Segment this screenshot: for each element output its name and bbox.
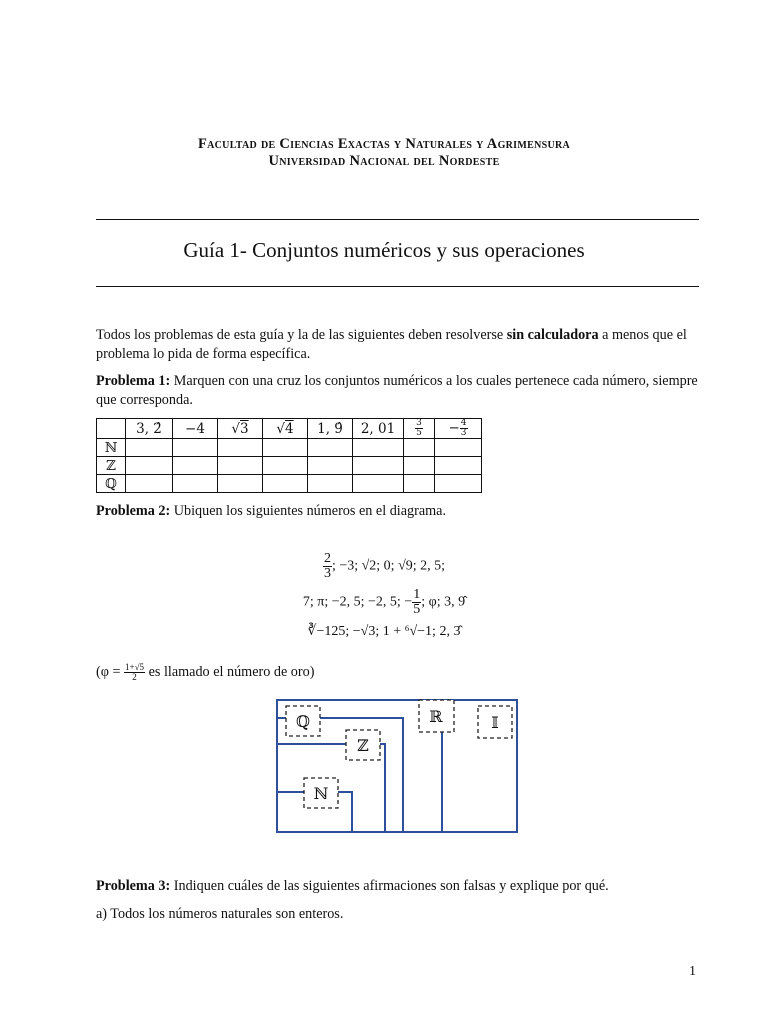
intro-bold: sin calculadora [506,327,599,343]
row-label-Z: ℤ [97,457,126,475]
bottom-rule [96,286,699,287]
row-label-Q: ℚ [97,475,126,493]
problem-3-label: Problema 3: [96,878,171,894]
table-header-cell: 1, 9̂ [308,419,353,439]
intro-text: Todos los problemas de esta guía y la de las siguientes deben resolverse [96,327,507,343]
row-label-N: ℕ [97,439,126,457]
number-sets-diagram [270,694,526,836]
fraction-one-fifth: $\frac{1}{5}$ [413,587,421,617]
top-rule [96,219,699,220]
problem-1-label: Problema 1: [96,373,171,389]
problem-1-statement [96,372,699,410]
set-label-Q: ℚ [296,712,310,731]
line-1-text: ; −3; √2; 0; √9; 2, 5; [331,558,446,574]
phi-note-start: (φ = [96,664,125,680]
intro-paragraph [96,326,699,364]
table-header-cell: $\frac{3}{5}$ [404,419,435,439]
problem-3-text: Indiquen cuáles de las siguientes afirmaciones son falsas y explique por qué. [170,878,609,894]
faculty-name: Facultad de Ciencias Exactas y Naturales y Agrimensura [197,136,571,152]
line-2-text-a: 7; π; −2, 5; −2, 5; − [302,594,413,610]
set-label-R: ℝ [429,707,443,726]
page-number: 1 [689,964,696,979]
intro-text-end: a menos que el problema lo pida de forma específica. [96,327,687,362]
table-header-cell: √4 [263,419,308,439]
page-title: Guía 1- Conjuntos numéricos y sus operaciones [183,238,585,262]
problem-2-label: Problema 2: [96,503,171,519]
problem-2-text: Ubiquen los siguientes números en el diagrama. [170,503,447,519]
number-list-line-2 [0,588,768,617]
phi-note-end: es llamado el número de oro) [145,664,315,680]
university-name: Universidad Nacional del Nordeste [268,153,500,169]
number-list-line-1 [0,552,768,581]
table-header-cell: 2, 01 [353,419,404,439]
problem-1-table [96,418,482,493]
table-corner-cell [97,419,126,439]
line-2-text-b: ; φ; 3, 9̂ [421,594,466,610]
table-header-row [97,419,482,439]
table-header-cell: 3, 2̂ [126,419,173,439]
phi-fraction: $\frac{1+√5}{2}$ [125,662,145,683]
phi-note [96,663,496,682]
set-label-N: ℕ [313,784,329,803]
problem-3-item-a: a) Todos los números naturales son enteros. [96,906,344,922]
table-row [97,439,482,457]
table-header-cell: √3 [218,419,263,439]
table-header-cell: − $\frac{4}{3}$ [435,419,482,439]
number-list-line-3: ∛−125; −√3; 1 + ⁶√−1; 2, 3̂ [307,624,461,639]
problem-1-text: Marquen con una cruz los conjuntos numéricos a los cuales pertenece cada número, siempre que corresponda. [96,373,698,408]
table-row [97,475,482,493]
table-row [97,457,482,475]
set-label-Z: ℤ [357,736,369,755]
problem-3-statement [96,877,699,896]
fraction-two-thirds: $\frac{2}{3}$ [323,551,331,581]
problem-2-statement [96,502,699,521]
table-header-cell: −4 [173,419,218,439]
set-label-I: 𝕀 [491,713,499,732]
